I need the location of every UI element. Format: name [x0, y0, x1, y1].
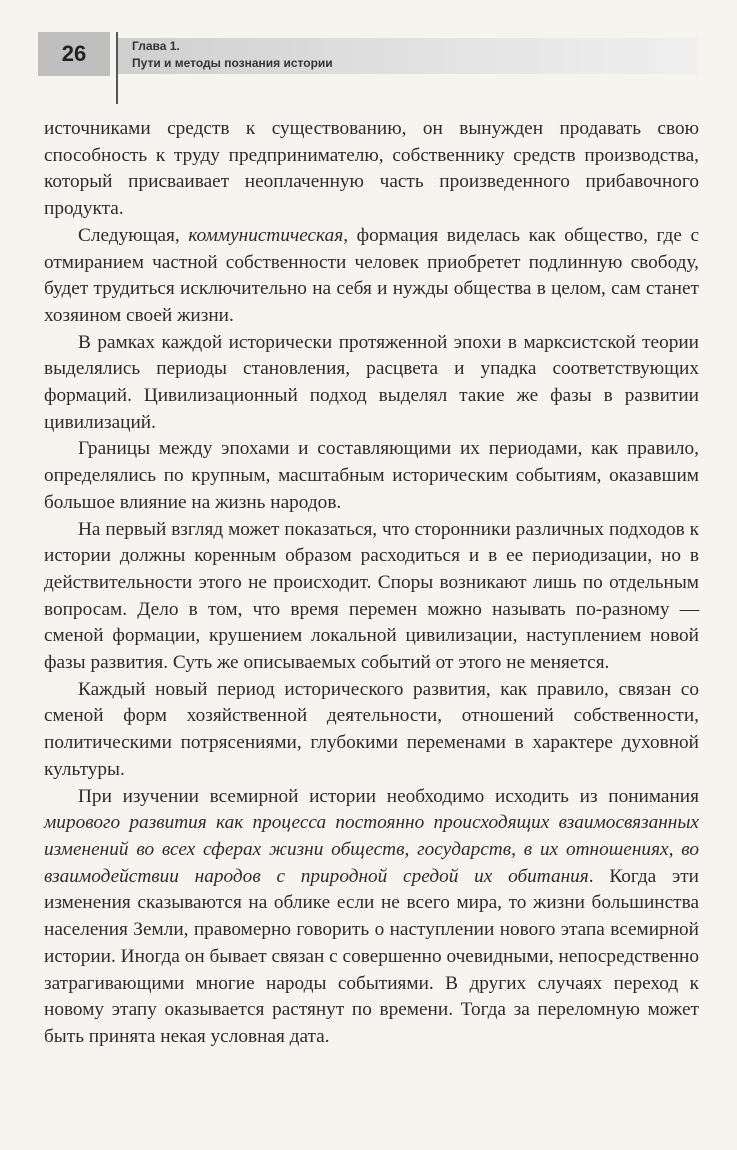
body-text [44, 116, 699, 1051]
text-segment: На первый взгляд может показаться, что сторонники различных подходов к истории должны коренным образом расходиться и в ее периодизации, но в действительности этого не происходит. Споры возникают лишь по отдельным вопросам. Дело в том, что время перемен можно называть по-разному — сменой формации, крушением локальной цивилизации, наступлением новой фазы развития. Суть же описываемых событий от этого не меняется. [44, 518, 699, 674]
page-header [38, 32, 698, 82]
paragraph [44, 436, 699, 516]
paragraph [44, 784, 699, 1051]
paragraph [44, 517, 699, 677]
text-segment: . Когда эти изменения сказываются на облике если не всего мира, то жизни большинства населения Земли, правомерно говорить о наступлении нового этапа всемирной истории. Иногда он бывает связан с совершенно очевидными, непосредственно затрагивающими многие народы событиями. В других случаях переход к новому этапу оказывается растянут по времени. Тогда за переломную может быть принята некая условная дата. [44, 865, 699, 1047]
paragraph [44, 677, 699, 784]
text-segment: При изучении всемирной истории необходимо исходить из понимания [78, 785, 699, 807]
header-divider [116, 32, 118, 104]
paragraph [44, 223, 699, 330]
text-segment: , формация виделась как общество, где с отмиранием частной собственности человек приобретет подлинную свободу, будет трудиться исключительно на себя и нужды общества в целом, сам станет хозяином своей жизни. [44, 224, 699, 326]
text-segment: В рамках каждой исторически протяженной эпохи в марксистской теории выделялись периоды становления, расцвета и упадка соответствующих формаций. Цивилизационный подход выделял такие же фазы в развитии цивилизаций. [44, 331, 699, 433]
text-segment: Следующая, [78, 224, 189, 246]
text-segment: Каждый новый период исторического развития, как правило, связан со сменой форм хозяйственной деятельности, отношений собственности, политическими потрясениями, глубокими переменами в характере духовной культуры. [44, 678, 699, 780]
chapter-title: Пути и методы познания истории [132, 56, 333, 70]
text-segment: Границы между эпохами и составляющими их периодами, как правило, определялись по крупным, масштабным историческим событиям, оказавшим большое влияние на жизнь народов. [44, 438, 699, 513]
chapter-label: Глава 1. [132, 39, 180, 53]
italic-text: коммунистическая [188, 224, 344, 246]
page-number: 26 [38, 32, 110, 76]
italic-text: мирового развития как процесса постоянно происходящих взаимосвязанных изменений во всех сферах жизни обществ, государств, в их отношениях, во взаимодействии народов с природной средой их обитания [44, 812, 699, 887]
paragraph [44, 330, 699, 437]
paragraph [44, 116, 699, 223]
text-segment: источниками средств к существованию, он вынужден продавать свою способность к труду предпринимателю, собственнику средств производства, который присваивает неоплаченную часть произведенного прибавочного продукта. [44, 118, 699, 220]
